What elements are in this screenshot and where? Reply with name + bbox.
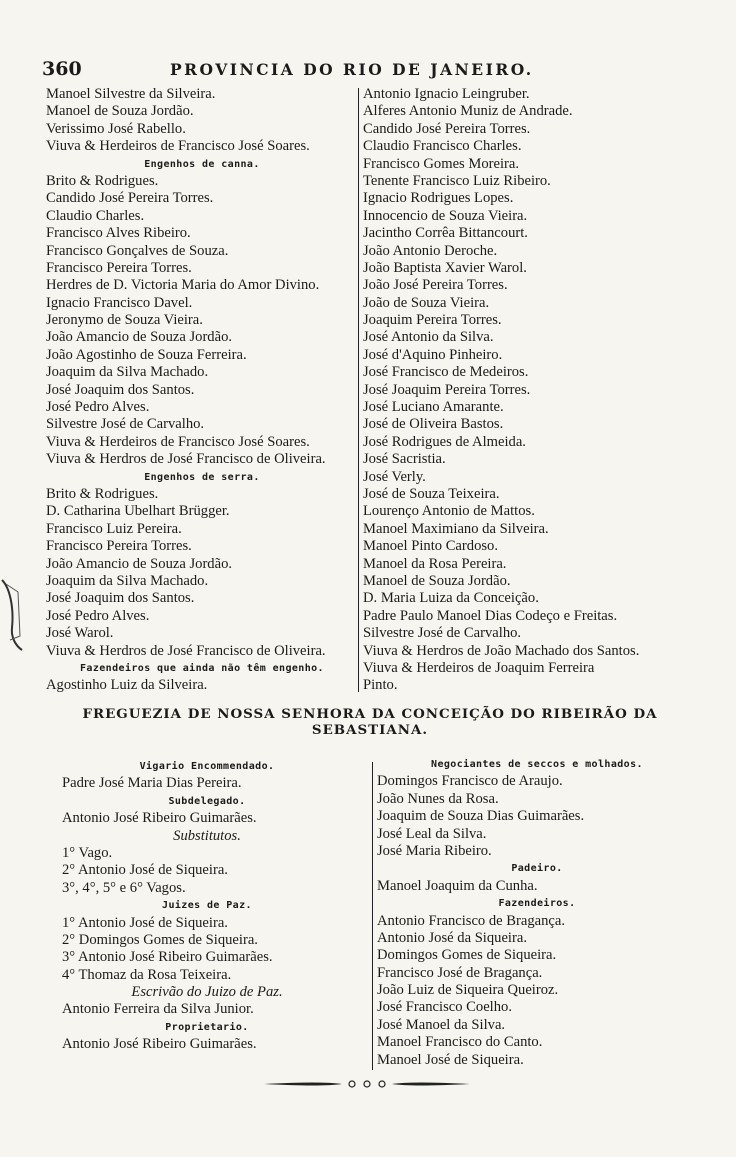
list-entry: Padre Paulo Manoel Dias Codeço e Freitas. bbox=[363, 607, 618, 624]
subheading: Engenhos de serra. bbox=[144, 471, 260, 483]
list-entry: Manoel José de Siqueira. bbox=[377, 1051, 524, 1068]
list-entry: Viuva & Herdros de José Francisco de Oliveira. bbox=[46, 451, 326, 468]
subheading: Fazendeiros que ainda não têm engenho. bbox=[80, 662, 324, 674]
list-entry: Herdres de D. Victoria Maria do Amor Divino. bbox=[46, 277, 320, 294]
list-entry: Agostinho Luiz da Silveira. bbox=[46, 677, 208, 694]
list-entry: Viuva & Herdeiros de Francisco José Soares. bbox=[46, 433, 310, 450]
list-entry: Tenente Francisco Luiz Ribeiro. bbox=[363, 172, 551, 189]
list-entry: José Luciano Amarante. bbox=[363, 399, 504, 416]
list-entry: D. Maria Luiza da Conceição. bbox=[363, 590, 539, 607]
list-entry: José Joaquim dos Santos. bbox=[46, 381, 195, 398]
upper-column-rule bbox=[358, 88, 359, 692]
list-entry: Silvestre José de Carvalho. bbox=[46, 416, 205, 433]
list-entry: Ignacio Francisco Davel. bbox=[46, 294, 193, 311]
subheading: Juizes de Paz. bbox=[162, 900, 252, 912]
list-entry: Brito & Rodrigues. bbox=[46, 485, 159, 502]
list-entry: Claudio Francisco Charles. bbox=[363, 138, 522, 155]
list-entry: Manoel Silvestre da Silveira. bbox=[46, 86, 216, 102]
list-entry: Viuva & Herdeiros de Joaquim Ferreira bbox=[363, 659, 595, 676]
lower-right-column bbox=[377, 756, 697, 1069]
list-entry: 1° Antonio José de Siqueira. bbox=[62, 914, 228, 931]
list-entry: José de Souza Teixeira. bbox=[363, 485, 500, 502]
list-entry: João Amancio de Souza Jordão. bbox=[46, 555, 233, 572]
list-entry: Viuva & Herdros de José Francisco de Oliveira. bbox=[46, 642, 326, 659]
list-entry: José Warol. bbox=[46, 625, 114, 642]
list-entry: José Joaquim dos Santos. bbox=[46, 590, 195, 607]
list-entry: Francisco Gomes Moreira. bbox=[363, 155, 520, 172]
list-entry: José Pedro Alves. bbox=[46, 607, 150, 624]
list-entry: Francisco Pereira Torres. bbox=[46, 259, 192, 276]
list-entry: 2° Domingos Gomes de Siqueira. bbox=[62, 931, 258, 948]
list-entry: D. Catharina Ubelhart Brügger. bbox=[46, 503, 230, 520]
list-entry: Domingos Francisco de Araujo. bbox=[377, 773, 563, 790]
list-entry: Francisco Luiz Pereira. bbox=[46, 520, 182, 537]
subheading: Engenhos de canna. bbox=[144, 158, 260, 170]
list-entry: José d'Aquino Pinheiro. bbox=[363, 346, 503, 363]
list-entry: José Leal da Silva. bbox=[377, 825, 487, 842]
list-entry: Antonio José Ribeiro Guimarães. bbox=[62, 1036, 257, 1053]
list-entry: José Rodrigues de Almeida. bbox=[363, 433, 526, 450]
subheading: Padeiro. bbox=[511, 863, 563, 875]
list-entry: Candido José Pereira Torres. bbox=[46, 190, 214, 207]
section-title: FREGUEZIA DE NOSSA SENHORA DA CONCEIÇÃO DO RIBEIRÃO DA SEBASTIANA. bbox=[82, 706, 658, 738]
list-entry: José Sacristia. bbox=[363, 451, 446, 468]
list-entry: José de Oliveira Bastos. bbox=[363, 416, 504, 433]
list-entry: Manoel Maximiano da Silveira. bbox=[363, 520, 549, 537]
list-entry: Silvestre José de Carvalho. bbox=[363, 625, 522, 642]
list-entry: José Antonio da Silva. bbox=[363, 329, 494, 346]
list-entry: Verissimo José Rabello. bbox=[46, 120, 186, 137]
list-entry: José Pedro Alves. bbox=[46, 399, 150, 416]
list-entry: Joaquim da Silva Machado. bbox=[46, 364, 209, 381]
list-entry: 3° Antonio José Ribeiro Guimarães. bbox=[62, 949, 273, 966]
list-entry: Manoel de Souza Jordão. bbox=[363, 572, 511, 589]
list-entry: Antonio Ferreira da Silva Junior. bbox=[62, 1001, 254, 1018]
list-entry: Alferes Antonio Muniz de Andrade. bbox=[363, 103, 573, 120]
lower-left-column bbox=[62, 758, 352, 1054]
subheading: Vigario Encommendado. bbox=[139, 761, 275, 772]
list-entry: José Francisco de Medeiros. bbox=[363, 364, 529, 381]
list-entry: Manoel Joaquim da Cunha. bbox=[377, 877, 538, 894]
list-entry: José Francisco Coelho. bbox=[377, 999, 512, 1016]
list-entry: Jacintho Corrêa Bittancourt. bbox=[363, 225, 528, 242]
running-head: PROVINCIA DO RIO DE JANEIRO. bbox=[170, 60, 534, 79]
subheading: Proprietario. bbox=[165, 1021, 249, 1033]
list-entry: José Verly. bbox=[363, 468, 426, 485]
subheading: Subdelegado. bbox=[168, 795, 246, 807]
list-entry: João Luiz de Siqueira Queiroz. bbox=[377, 982, 559, 999]
list-entry: 1° Vago. bbox=[62, 844, 113, 861]
list-entry: Innocencio de Souza Vieira. bbox=[363, 207, 528, 224]
list-entry: Brito & Rodrigues. bbox=[46, 172, 159, 189]
list-entry: Joaquim Pereira Torres. bbox=[363, 312, 502, 329]
subheading: Negociantes de seccos e molhados. bbox=[431, 759, 643, 770]
list-entry: Francisco José de Bragança. bbox=[377, 964, 543, 981]
list-entry: Candido José Pereira Torres. bbox=[363, 120, 531, 137]
list-entry: José Joaquim Pereira Torres. bbox=[363, 381, 531, 398]
upper-left-column bbox=[46, 86, 358, 695]
upper-right-column bbox=[363, 86, 698, 695]
list-entry: João Agostinho de Souza Ferreira. bbox=[46, 346, 247, 363]
list-entry: 4° Thomaz da Rosa Teixeira. bbox=[62, 966, 232, 983]
list-entry: Joaquim de Souza Dias Guimarães. bbox=[377, 808, 585, 825]
list-entry: Francisco Alves Ribeiro. bbox=[46, 225, 191, 242]
list-entry: João Antonio Deroche. bbox=[363, 242, 498, 259]
page-number: 360 bbox=[42, 58, 82, 80]
subheading: Substitutos. bbox=[173, 827, 241, 844]
list-entry: Pinto. bbox=[363, 677, 398, 694]
list-entry: Lourenço Antonio de Mattos. bbox=[363, 503, 535, 520]
list-entry: Jeronymo de Souza Vieira. bbox=[46, 312, 203, 329]
list-entry: João de Souza Vieira. bbox=[363, 294, 490, 311]
list-entry: Joaquim da Silva Machado. bbox=[46, 572, 209, 589]
page-edge-mark bbox=[0, 578, 30, 652]
subheading: Escrivão do Juizo de Paz. bbox=[131, 984, 283, 1001]
list-entry: 3°, 4°, 5° e 6° Vagos. bbox=[62, 879, 186, 896]
list-entry: 2° Antonio José de Siqueira. bbox=[62, 862, 228, 879]
list-entry: José Manoel da Silva. bbox=[377, 1016, 506, 1033]
list-entry: Francisco Gonçalves de Souza. bbox=[46, 242, 229, 259]
list-entry: Viuva & Herdros de João Machado dos Santos. bbox=[363, 642, 640, 659]
list-entry: Antonio José da Siqueira. bbox=[377, 929, 527, 946]
list-entry: Viuva & Herdeiros de Francisco José Soares. bbox=[46, 138, 310, 155]
list-entry: João Baptista Xavier Warol. bbox=[363, 259, 527, 276]
list-entry: Francisco Pereira Torres. bbox=[46, 538, 192, 555]
end-ornament bbox=[262, 1080, 472, 1088]
list-entry: João José Pereira Torres. bbox=[363, 277, 508, 294]
list-entry: João Amancio de Souza Jordão. bbox=[46, 329, 233, 346]
list-entry: Ignacio Rodrigues Lopes. bbox=[363, 190, 514, 207]
lower-column-rule bbox=[372, 762, 373, 1070]
list-entry: Manoel da Rosa Pereira. bbox=[363, 555, 507, 572]
list-entry: Antonio Ignacio Leingruber. bbox=[363, 86, 530, 102]
list-entry: Domingos Gomes de Siqueira. bbox=[377, 947, 557, 964]
list-entry: José Maria Ribeiro. bbox=[377, 842, 492, 859]
list-entry: Antonio José Ribeiro Guimarães. bbox=[62, 810, 257, 827]
list-entry: Manoel Francisco do Canto. bbox=[377, 1034, 543, 1051]
list-entry: Padre José Maria Dias Pereira. bbox=[62, 775, 242, 792]
list-entry: Claudio Charles. bbox=[46, 207, 145, 224]
list-entry: João Nunes da Rosa. bbox=[377, 790, 499, 807]
list-entry: Antonio Francisco de Bragança. bbox=[377, 912, 566, 929]
list-entry: Manoel de Souza Jordão. bbox=[46, 103, 194, 120]
list-entry: Manoel Pinto Cardoso. bbox=[363, 538, 498, 555]
subheading: Fazendeiros. bbox=[498, 898, 576, 910]
